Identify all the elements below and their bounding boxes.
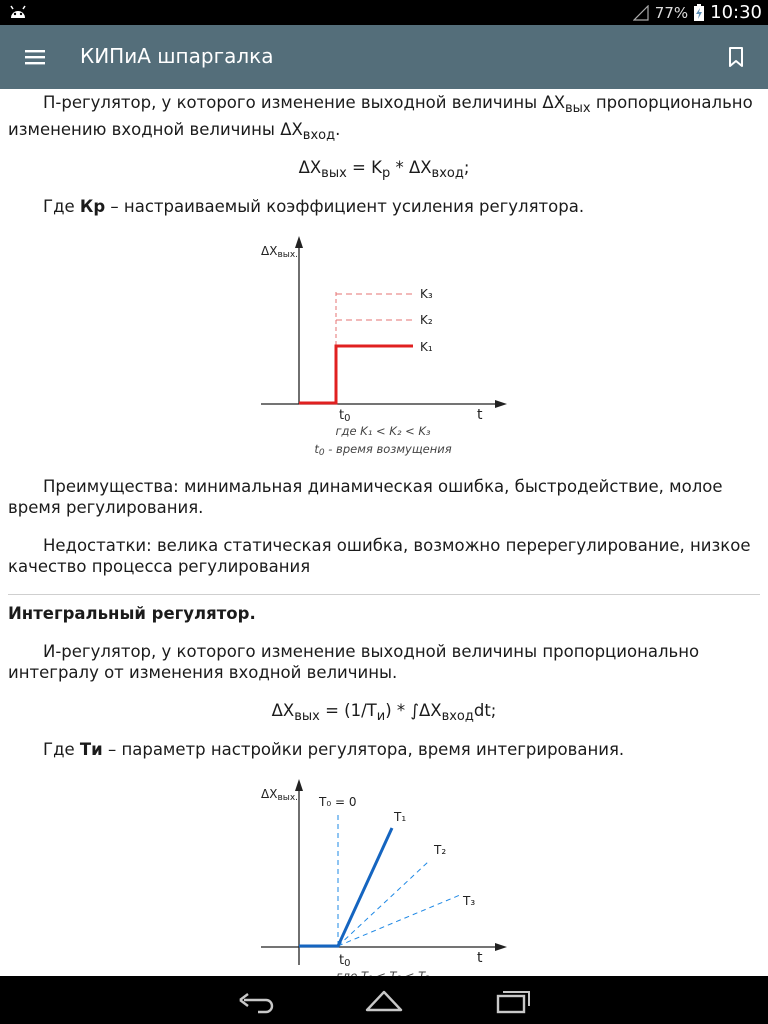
recent-apps-icon[interactable] <box>494 986 534 1014</box>
i-regulator-formula: $\Delta X_{вых} = (1/T_и) * \int\Delta X_{вход}dt$; <box>271 701 497 724</box>
clock: 10:30 <box>710 2 762 23</box>
back-icon[interactable] <box>236 986 276 1014</box>
bookmark-icon[interactable] <box>724 45 748 69</box>
i-chart-y-label: ΔXвых. <box>261 787 299 803</box>
p-regulator-disadvantages: Недостатки: велика статическая ошибка, возможно перерегулирование, низкое качество процесса регулирования <box>8 536 751 576</box>
i-chart-x-label: t <box>477 950 483 966</box>
p-chart-x-label: t <box>477 407 483 423</box>
i-chart-caption-order <box>336 969 430 976</box>
i-chart-label-t2: T₂ <box>434 843 447 857</box>
i-regulator-where: Где Ти – параметр настройки регулятора, время интегрирования. <box>43 740 625 759</box>
i-chart-x-arrow <box>495 943 507 951</box>
p-chart-caption-order: где K₁ < K₂ < K₃ <box>335 424 431 438</box>
i-chart-y-arrow <box>295 779 303 791</box>
home-icon[interactable] <box>364 986 404 1014</box>
i-chart-t0-label: t0 <box>339 953 351 969</box>
app-title: КИПиА шпаргалка <box>80 44 274 68</box>
p-chart-label-k2: K₂ <box>420 313 433 327</box>
p-regulator-chart <box>255 234 515 459</box>
p-chart-line-k1 <box>299 346 413 403</box>
article-content <box>0 89 768 976</box>
i-chart-line-t2 <box>338 862 428 946</box>
p-chart-label-k1: K₁ <box>420 340 433 354</box>
p-chart-x-arrow <box>495 400 507 408</box>
android-notification-icon <box>8 4 28 20</box>
i-chart-line-t1 <box>299 828 392 946</box>
p-chart-y-arrow <box>295 236 303 248</box>
p-chart-label-k3: K₃ <box>420 287 433 301</box>
p-regulator-formula: $\Delta X_{вых} = K_р * \Delta X_{вход}$; <box>298 158 470 181</box>
i-regulator-heading: Интегральный регулятор. <box>8 604 256 623</box>
i-chart-label-t3: T₃ <box>463 894 476 908</box>
i-regulator-intro: И-регулятор, у которого изменение выходной величины пропорционально интегралу от изменения входной величины. <box>8 642 700 682</box>
i-regulator-chart <box>255 777 515 976</box>
signal-icon <box>633 5 649 21</box>
status-icons <box>633 2 762 23</box>
p-chart-caption-t0: t0 - время возмущения <box>314 442 452 458</box>
i-chart-t0-zero-label: T₀ = 0 <box>319 795 357 809</box>
p-regulator-intro: П-регулятор, у которого изменение выходной величины $\Delta X_{вых}$ пропорционально изменению входной величины $\Delta X_{вход}$. <box>8 93 753 143</box>
status-bar <box>0 0 768 25</box>
p-chart-y-label: ΔXвых. <box>261 244 299 260</box>
i-chart-label-t1: T₁ <box>394 810 407 824</box>
battery-charging-icon <box>694 4 704 21</box>
app-bar <box>0 25 768 89</box>
section-divider <box>8 594 760 595</box>
p-regulator-advantages: Преимущества: минимальная динамическая ошибка, быстродействие, молое время регулирования. <box>8 477 723 517</box>
battery-percent: 77% <box>654 3 689 22</box>
p-regulator-where: Где Кр – настраиваемый коэффициент усиления регулятора. <box>43 197 585 216</box>
navigation-bar <box>0 976 768 1024</box>
p-chart-t0-label: t0 <box>339 408 351 424</box>
hamburger-menu-icon[interactable] <box>22 45 48 69</box>
